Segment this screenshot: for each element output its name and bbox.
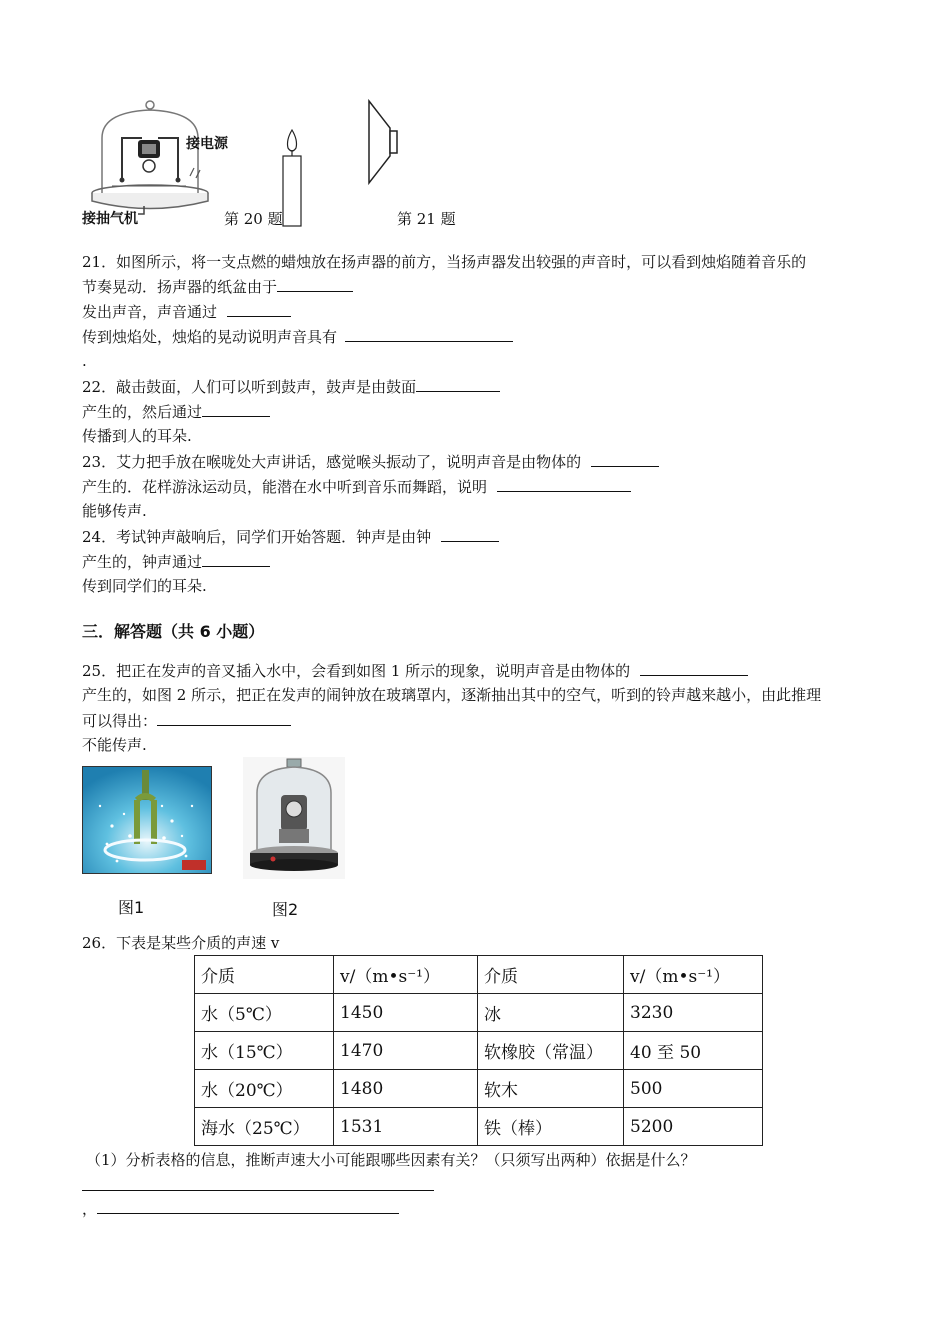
q21-line3-text: 发出声音，声音通过 [82, 303, 218, 321]
speaker-drawing [364, 98, 400, 186]
q23-line1-text: 23．艾力把手放在喉咙处大声讲话，感觉喉头振动了，说明声音是由物体的 [82, 453, 582, 471]
bell-jar-photo [243, 757, 345, 879]
q21-line5: . [82, 352, 87, 370]
q22-blank2[interactable] [202, 401, 270, 417]
q24-line3: 传到同学们的耳朵. [82, 577, 207, 595]
q23-blank1[interactable] [591, 451, 659, 467]
table-cell: 冰 [478, 994, 624, 1032]
table-row [195, 1032, 763, 1070]
pump-label: 接抽气机 [82, 211, 138, 227]
section3-title: 三．解答题（共 6 小题） [82, 622, 265, 641]
fig2-label: 图2 [272, 900, 299, 919]
table-cell: 铁（棒） [478, 1108, 624, 1146]
table-header-cell: v/（m•s⁻¹） [334, 956, 478, 994]
q22-line1-text: 22．敲击鼓面，人们可以听到鼓声，鼓声是由鼓面 [82, 378, 417, 396]
table-cell: 软木 [478, 1070, 624, 1108]
q26-sub1: （1）分析表格的信息，推断声速大小可能跟哪些因素有关？（只须写出两种）依据是什么？ [86, 1151, 696, 1169]
power-label: 接电源 [186, 136, 228, 152]
table-cell: 水（15℃） [195, 1032, 334, 1070]
q22-line2 [82, 401, 270, 422]
table-cell: 5200 [624, 1108, 763, 1146]
table-cell: 水（20℃） [195, 1070, 334, 1108]
tuning-fork-photo [82, 766, 212, 874]
candle-drawing [280, 128, 304, 228]
q23-line3: 能够传声. [82, 502, 147, 520]
table-header-row [195, 956, 763, 994]
table-cell: 40 至 50 [624, 1032, 763, 1070]
q21-line3 [82, 301, 291, 322]
q21-line2-text: 节奏晃动．扬声器的纸盆由于 [82, 278, 278, 296]
q24-line2-text: 产生的，钟声通过 [82, 553, 203, 571]
q26-answer-line2 [82, 1198, 399, 1219]
q24-line2 [82, 551, 270, 572]
table-header-cell: v/（m•s⁻¹） [624, 956, 763, 994]
q21-line1: 21．如图所示，将一支点燃的蜡烛放在扬声器的前方，当扬声器发出较强的声音时，可以看到烛焰随着音乐的 [82, 253, 807, 271]
table-cell: 1470 [334, 1032, 478, 1070]
q21-blank1[interactable] [277, 276, 353, 292]
fig21-caption: 第 21 题 [397, 210, 456, 228]
q25-line3-text: 可以得出： [82, 712, 158, 730]
table-row [195, 1108, 763, 1146]
table-cell: 水（5℃） [195, 994, 334, 1032]
table-cell: 1480 [334, 1070, 478, 1108]
q21-line4 [82, 326, 513, 347]
q22-blank1[interactable] [416, 376, 500, 392]
q21-blank2[interactable] [227, 301, 291, 317]
q26-answer-blank2[interactable] [97, 1198, 399, 1214]
q24-line1-text: 24．考试钟声敲响后，同学们开始答题．钟声是由钟 [82, 528, 432, 546]
table-cell: 1531 [334, 1108, 478, 1146]
q23-line2-text: 产生的．花样游泳运动员，能潜在水中听到音乐而舞蹈，说明 [82, 478, 488, 496]
q22-line2-text: 产生的，然后通过 [82, 403, 203, 421]
q24-line1 [82, 526, 499, 547]
q25-line4: 不能传声. [82, 736, 147, 754]
table-row [195, 994, 763, 1032]
table-row [195, 1070, 763, 1108]
q24-blank2[interactable] [202, 551, 270, 567]
q22-line3: 传播到人的耳朵. [82, 427, 192, 445]
q23-line2 [82, 476, 631, 497]
fig20-caption: 第 20 题 [224, 210, 283, 228]
q22-line1 [82, 376, 500, 397]
q25-line1 [82, 660, 748, 681]
q24-blank1[interactable] [441, 526, 499, 542]
table-cell: 软橡胶（常温） [478, 1032, 624, 1070]
speaker-figure [364, 98, 400, 186]
fig1-label: 图1 [118, 898, 145, 917]
q25-blank2[interactable] [157, 710, 291, 726]
q23-blank2[interactable] [497, 476, 631, 492]
table-cell: 1450 [334, 994, 478, 1032]
q25-line3 [82, 710, 291, 731]
table-cell: 500 [624, 1070, 763, 1108]
q26-intro: 26．下表是某些介质的声速 v [82, 934, 280, 952]
candle-figure [280, 128, 304, 228]
table-header-cell: 介质 [478, 956, 624, 994]
bell-jar-photo-drawing [243, 757, 345, 879]
q26-answer-blank1[interactable] [82, 1175, 434, 1191]
q21-line4-text: 传到烛焰处，烛焰的晃动说明声音具有 [82, 328, 338, 346]
table-header-cell: 介质 [195, 956, 334, 994]
q25-line1-text: 25．把正在发声的音叉插入水中，会看到如图 1 所示的现象，说明声音是由物体的 [82, 662, 631, 680]
q23-line1 [82, 451, 659, 472]
q21-line2 [82, 276, 353, 297]
q25-blank1[interactable] [640, 660, 748, 676]
q21-blank3[interactable] [345, 326, 513, 342]
q26-answer-comma: ， [82, 1200, 98, 1218]
table-cell: 3230 [624, 994, 763, 1032]
tuning-fork-drawing [82, 766, 212, 874]
sound-speed-table [194, 955, 763, 1146]
table-cell: 海水（25℃） [195, 1108, 334, 1146]
q25-line2: 产生的，如图 2 所示，把正在发声的闹钟放在玻璃罩内，逐渐抽出其中的空气，听到的铃声越来越小，由此推理 [82, 686, 822, 704]
